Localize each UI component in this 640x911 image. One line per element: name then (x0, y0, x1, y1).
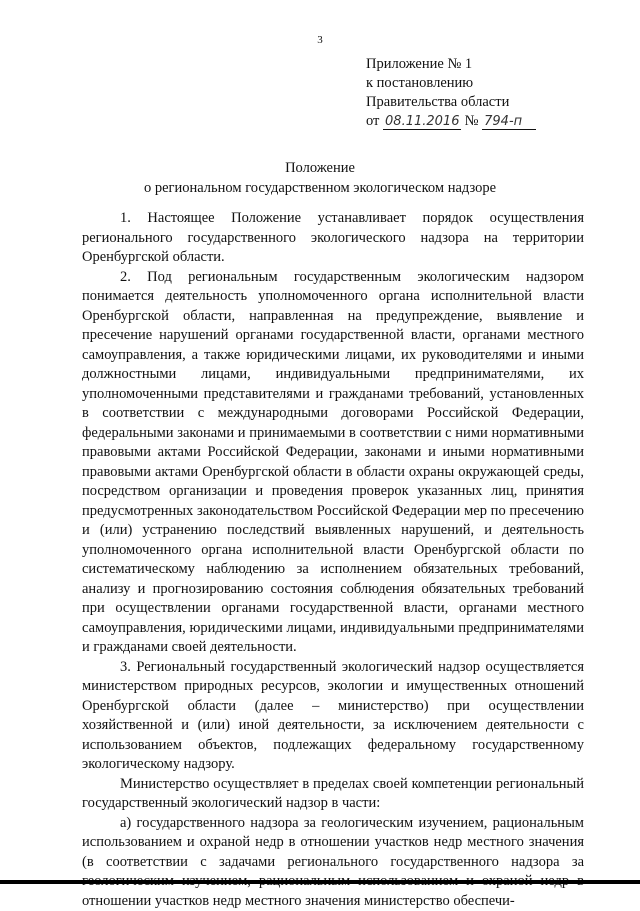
paragraph-5: а) государственного надзора за геологическим изучением, рациональным использованием и охраной недр в отношении участков недр местного значения (в соответствии с задачами регионального государственного надзора за отношении участков недр местного значения министерство обеспечи- (82, 814, 584, 911)
handwritten-date: 08.11.2016 (383, 114, 461, 130)
paragraph-1: 1. Настоящее Положение устанавливает порядок осуществления регионального государственного экологического надзора на территории Оренбургской области. (82, 209, 584, 268)
appendix-line-3: Правительства области (366, 93, 536, 112)
scan-edge-line (0, 880, 640, 884)
paragraph-2: 2. Под региональным государственным экологическим надзором понимается деятельность уполномоченного органа исполнительной власти Оренбургской области, направленная на предупреждение, выявление и пресечение нарушений органами государственной власти, органами местного самоуправления, а также юридическими лицами, их руководителями и иными должностными лицами, индивидуальными предпринимателями, их уполномоченными представителями и гражданами требований, установленных в соответствии с международными договорами Российской Федерации, федеральными законами и принимаемыми в соответствии с ними нормативными правовыми актами Российской Федерации, законами и иными нормативными правовыми актами Оренбургской области в области охраны окружающей среды, посредством организации и проведения проверок указанных лиц, принятия предусмотренных законодательством Российской Федерации мер по пресечению и (или) устранению последствий выявленных нарушений, и деятельность уполномоченного органа исполнительной власти Оренбургской области по систематическому наблюдению за исполнением обязательных требований, анализу и прогнозированию состояния соблюдения обязательных требований при осуществлении органами государственной власти, органами местного самоуправления, юридическими лицами, индивидуальными предпринимателями и гражданами своей деятельности. (82, 268, 584, 658)
paragraph-4: Министерство осуществляет в пределах своей компетенции региональный государственный экологический надзор в части: (82, 775, 584, 814)
appendix-header (366, 55, 536, 131)
handwritten-number: 794-п (482, 114, 536, 130)
title-line-1: Положение (0, 158, 640, 178)
document-body (82, 209, 584, 911)
appendix-line-1: Приложение № 1 (366, 55, 536, 74)
document-title (0, 158, 640, 198)
page-number: 3 (0, 34, 640, 46)
appendix-line-2: к постановлению (366, 74, 536, 93)
appendix-date-line (366, 112, 536, 131)
title-line-2: о региональном государственном экологическом надзоре (0, 178, 640, 198)
from-label: от (366, 113, 379, 129)
paragraph-3: 3. Региональный государственный экологический надзор осуществляется министерством природных ресурсов, экологии и имущественных отношений Оренбургской области (далее – министерство) при осуществлении хозяйственной и (или) иной деятельности, за исключением деятельности с использованием объектов, подлежащих федеральному государственному экологическому надзору. (82, 658, 584, 775)
number-label: № (465, 113, 479, 129)
